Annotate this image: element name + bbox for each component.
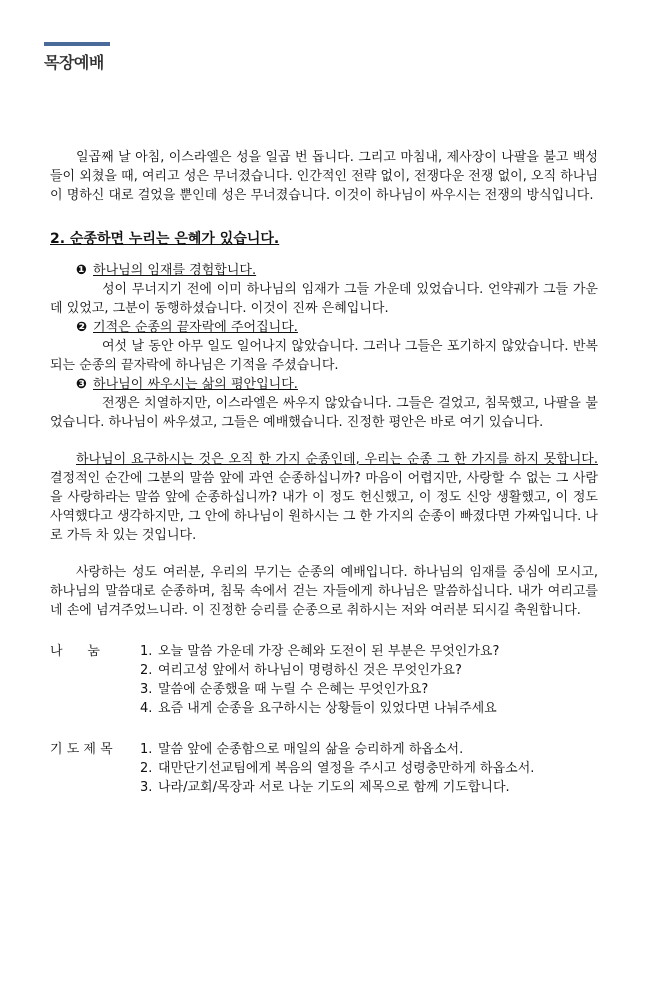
section-heading: 2. 순종하면 누리는 은혜가 있습니다. <box>50 231 280 247</box>
sharing-item-number: 2. <box>140 663 153 678</box>
intro-paragraph: 일곱째 날 아침, 이스라엘은 성을 일곱 번 돕니다. 그리고 마침내, 제사장이 나팔을 불고 백성들이 외쳤을 때, 여리고 성은 무너졌습니다. 인간적인 전략 없이, 전쟁다운 전쟁 없이, 오직 하나님이 명하신 대로 걸었을 뿐인데 성은 무너졌습니다. 이것이 하나님이 싸우시는 전쟁의 방식입니다. <box>50 150 598 203</box>
point-3-title: 하나님이 싸우시는 삶의 평안입니다. <box>93 377 298 392</box>
prayer-item-number: 3. <box>140 780 153 795</box>
prayer-label: 기 도 제 목 <box>50 742 113 757</box>
point-2 <box>50 318 598 375</box>
sharing-section <box>50 642 598 718</box>
sharing-item-text: 여리고성 앞에서 하나님이 명령하신 것은 무엇인가요? <box>158 663 462 678</box>
sharing-label: 나 눔 <box>50 644 100 659</box>
prayer-item-number: 1. <box>140 742 153 757</box>
point-1-body: 성이 무너지기 전에 이미 하나님의 임재가 그들 가운데 있었습니다. 언약궤가 그들 가운데 있었고, 그분이 동행하셨습니다. 이것이 진짜 은혜입니다. <box>50 282 598 316</box>
sharing-item-number: 1. <box>140 644 153 659</box>
header-accent-bar <box>44 42 110 46</box>
sharing-item-text: 말씀에 순종했을 때 누릴 수 은혜는 무엇인가요? <box>158 682 429 697</box>
closing-paragraph: 사랑하는 성도 여러분, 우리의 무기는 순종의 예배입니다. 하나님의 임재를 중심에 모시고, 하나님의 말씀대로 순종하며, 침묵 속에서 걷는 자들에게 하나님은 말씀하십니다. 내가 여리고를 네 손에 넘겨주었느니라. 이 진정한 승리를 순종으로 취하시는 저와 여러분 되시길 축원합니다. <box>50 565 598 618</box>
prayer-item <box>140 740 598 759</box>
point-3 <box>50 375 598 432</box>
obedience-rest: 결정적인 순간에 그분의 말씀 앞에 과연 순종하십니까? 마음이 어렵지만, 사랑할 수 없는 그 사람을 사랑하라는 말씀 앞에 순종하십니까? 내가 이 정도 헌신했고, 이 정도 신앙 생활했고, 이 정도 사역했다고 생각하지만, 그 안에 하나님이 원하시는 그 한 가지의 순종이 빠졌다면 가짜입니다. 나로 가득 차 있는 것입니다. <box>50 471 598 543</box>
prayer-item-text: 말씀 앞에 순종함으로 매일의 삶을 승리하게 하옵소서. <box>158 742 464 757</box>
point-2-body: 여섯 날 동안 아무 일도 일어나지 않았습니다. 그러나 그들은 포기하지 않았습니다. 반복되는 순종의 끝자락에 하나님은 기적을 주셨습니다. <box>50 339 598 373</box>
prayer-item-text: 나라/교회/목장과 서로 나눈 기도의 제목으로 함께 기도합니다. <box>158 780 510 795</box>
sharing-item <box>140 661 598 680</box>
page-header-title: 목장예배 <box>44 53 104 72</box>
point-2-title: 기적은 순종의 끝자락에 주어집니다. <box>93 320 298 335</box>
point-3-body: 전쟁은 치열하지만, 이스라엘은 싸우지 않았습니다. 그들은 걸었고, 침묵했고, 나팔을 불었습니다. 하나님이 싸우셨고, 그들은 예배했습니다. 진정한 평안은 바로 여기 있습니다. <box>50 396 598 430</box>
sermon-content <box>50 148 598 797</box>
sharing-item <box>140 699 598 718</box>
point-1-title: 하나님의 임재를 경험합니다. <box>93 263 257 278</box>
prayer-item <box>140 759 598 778</box>
point-1 <box>50 261 598 318</box>
sharing-item-text: 요즘 내게 순종을 요구하시는 상황들이 있었다면 나눠주세요 <box>158 701 497 716</box>
sharing-item-number: 4. <box>140 701 153 716</box>
prayer-item-number: 2. <box>140 761 153 776</box>
obedience-underlined: 하나님이 요구하시는 것은 오직 한 가지 순종인데, 우리는 순종 그 한 가지를 하지 못합니다. <box>76 452 598 467</box>
prayer-item <box>140 778 598 797</box>
sharing-item-text: 오늘 말씀 가운데 가장 은혜와 도전이 된 부분은 무엇인가요? <box>158 644 500 659</box>
point-3-marker: ❸ <box>76 377 88 392</box>
point-1-marker: ❶ <box>76 263 88 278</box>
prayer-item-text: 대만단기선교팀에게 복음의 열정을 주시고 성령충만하게 하옵소서. <box>158 761 535 776</box>
point-2-marker: ❷ <box>76 320 88 335</box>
sharing-item <box>140 680 598 699</box>
sharing-item <box>140 642 598 661</box>
obedience-paragraph <box>50 450 598 545</box>
prayer-section <box>50 740 598 797</box>
sharing-item-number: 3. <box>140 682 153 697</box>
